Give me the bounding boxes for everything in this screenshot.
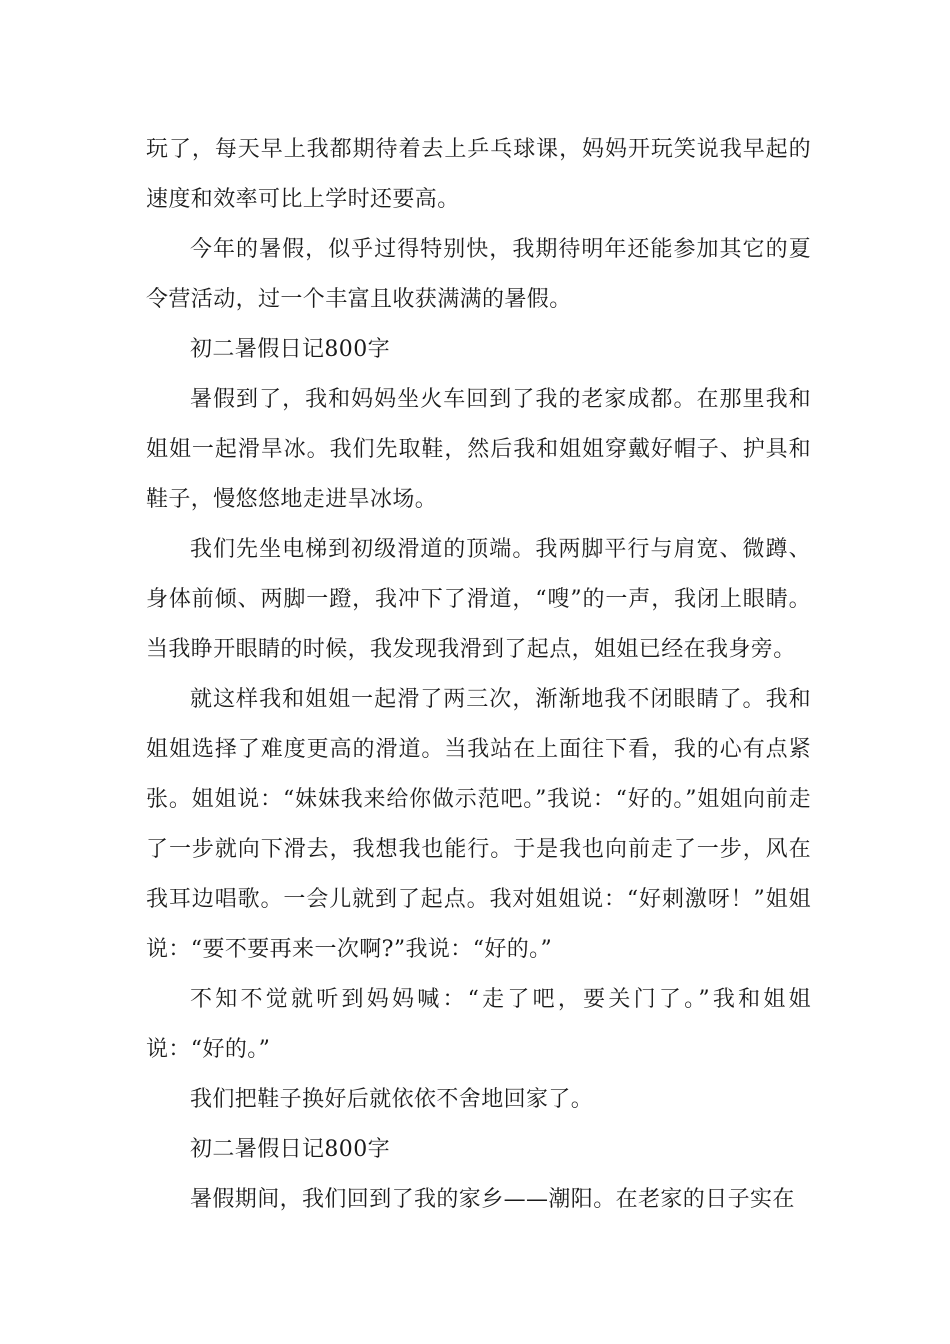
paragraph: 玩了，每天早上我都期待着去上乒乓球课，妈妈开玩笑说我早起的速度和效率可比上学时还要高。 — [146, 137, 811, 212]
paragraph: 暑假期间，我们回到了我的家乡——潮阳。在老家的日子实在 — [190, 1187, 795, 1212]
paragraph: 今年的暑假，似乎过得特别快，我期待明年还能参加其它的夏令营活动，过一个丰富且收获满满的暑假。 — [146, 237, 811, 312]
paragraph: 我们先坐电梯到初级滑道的顶端。我两脚平行与肩宽、微蹲、身体前倾、两脚一蹬，我冲下了滑道，“嗖”的一声，我闭上眼睛。当我睁开眼睛的时候，我发现我滑到了起点，姐姐已经在我身旁。 — [146, 537, 811, 662]
document-body — [146, 125, 811, 1225]
section-heading: 初二暑假日记800字 — [190, 337, 390, 362]
paragraph: 就这样我和姐姐一起滑了两三次，渐渐地我不闭眼睛了。我和姐姐选择了难度更高的滑道。当我站在上面往下看，我的心有点紧张。姐姐说：“妹妹我来给你做示范吧。”我说：“好的。”姐姐向前走了一步就向下滑去，我想我也能行。于是我也向前走了一步，风在我耳边唱歌。一会儿就到了起点。我对姐姐说：“好刺激呀！”姐姐说：“要不要再来一次啊?”我说：“好的。” — [146, 687, 811, 962]
paragraph: 暑假到了，我和妈妈坐火车回到了我的老家成都。在那里我和姐姐一起滑旱冰。我们先取鞋，然后我和姐姐穿戴好帽子、护具和鞋子，慢悠悠地走进旱冰场。 — [146, 387, 811, 512]
paragraph: 我们把鞋子换好后就依依不舍地回家了。 — [190, 1087, 594, 1112]
paragraph: 不知不觉就听到妈妈喊：“走了吧，要关门了。”我和姐姐说：“好的。” — [146, 987, 811, 1062]
section-heading: 初二暑假日记800字 — [190, 1137, 390, 1162]
